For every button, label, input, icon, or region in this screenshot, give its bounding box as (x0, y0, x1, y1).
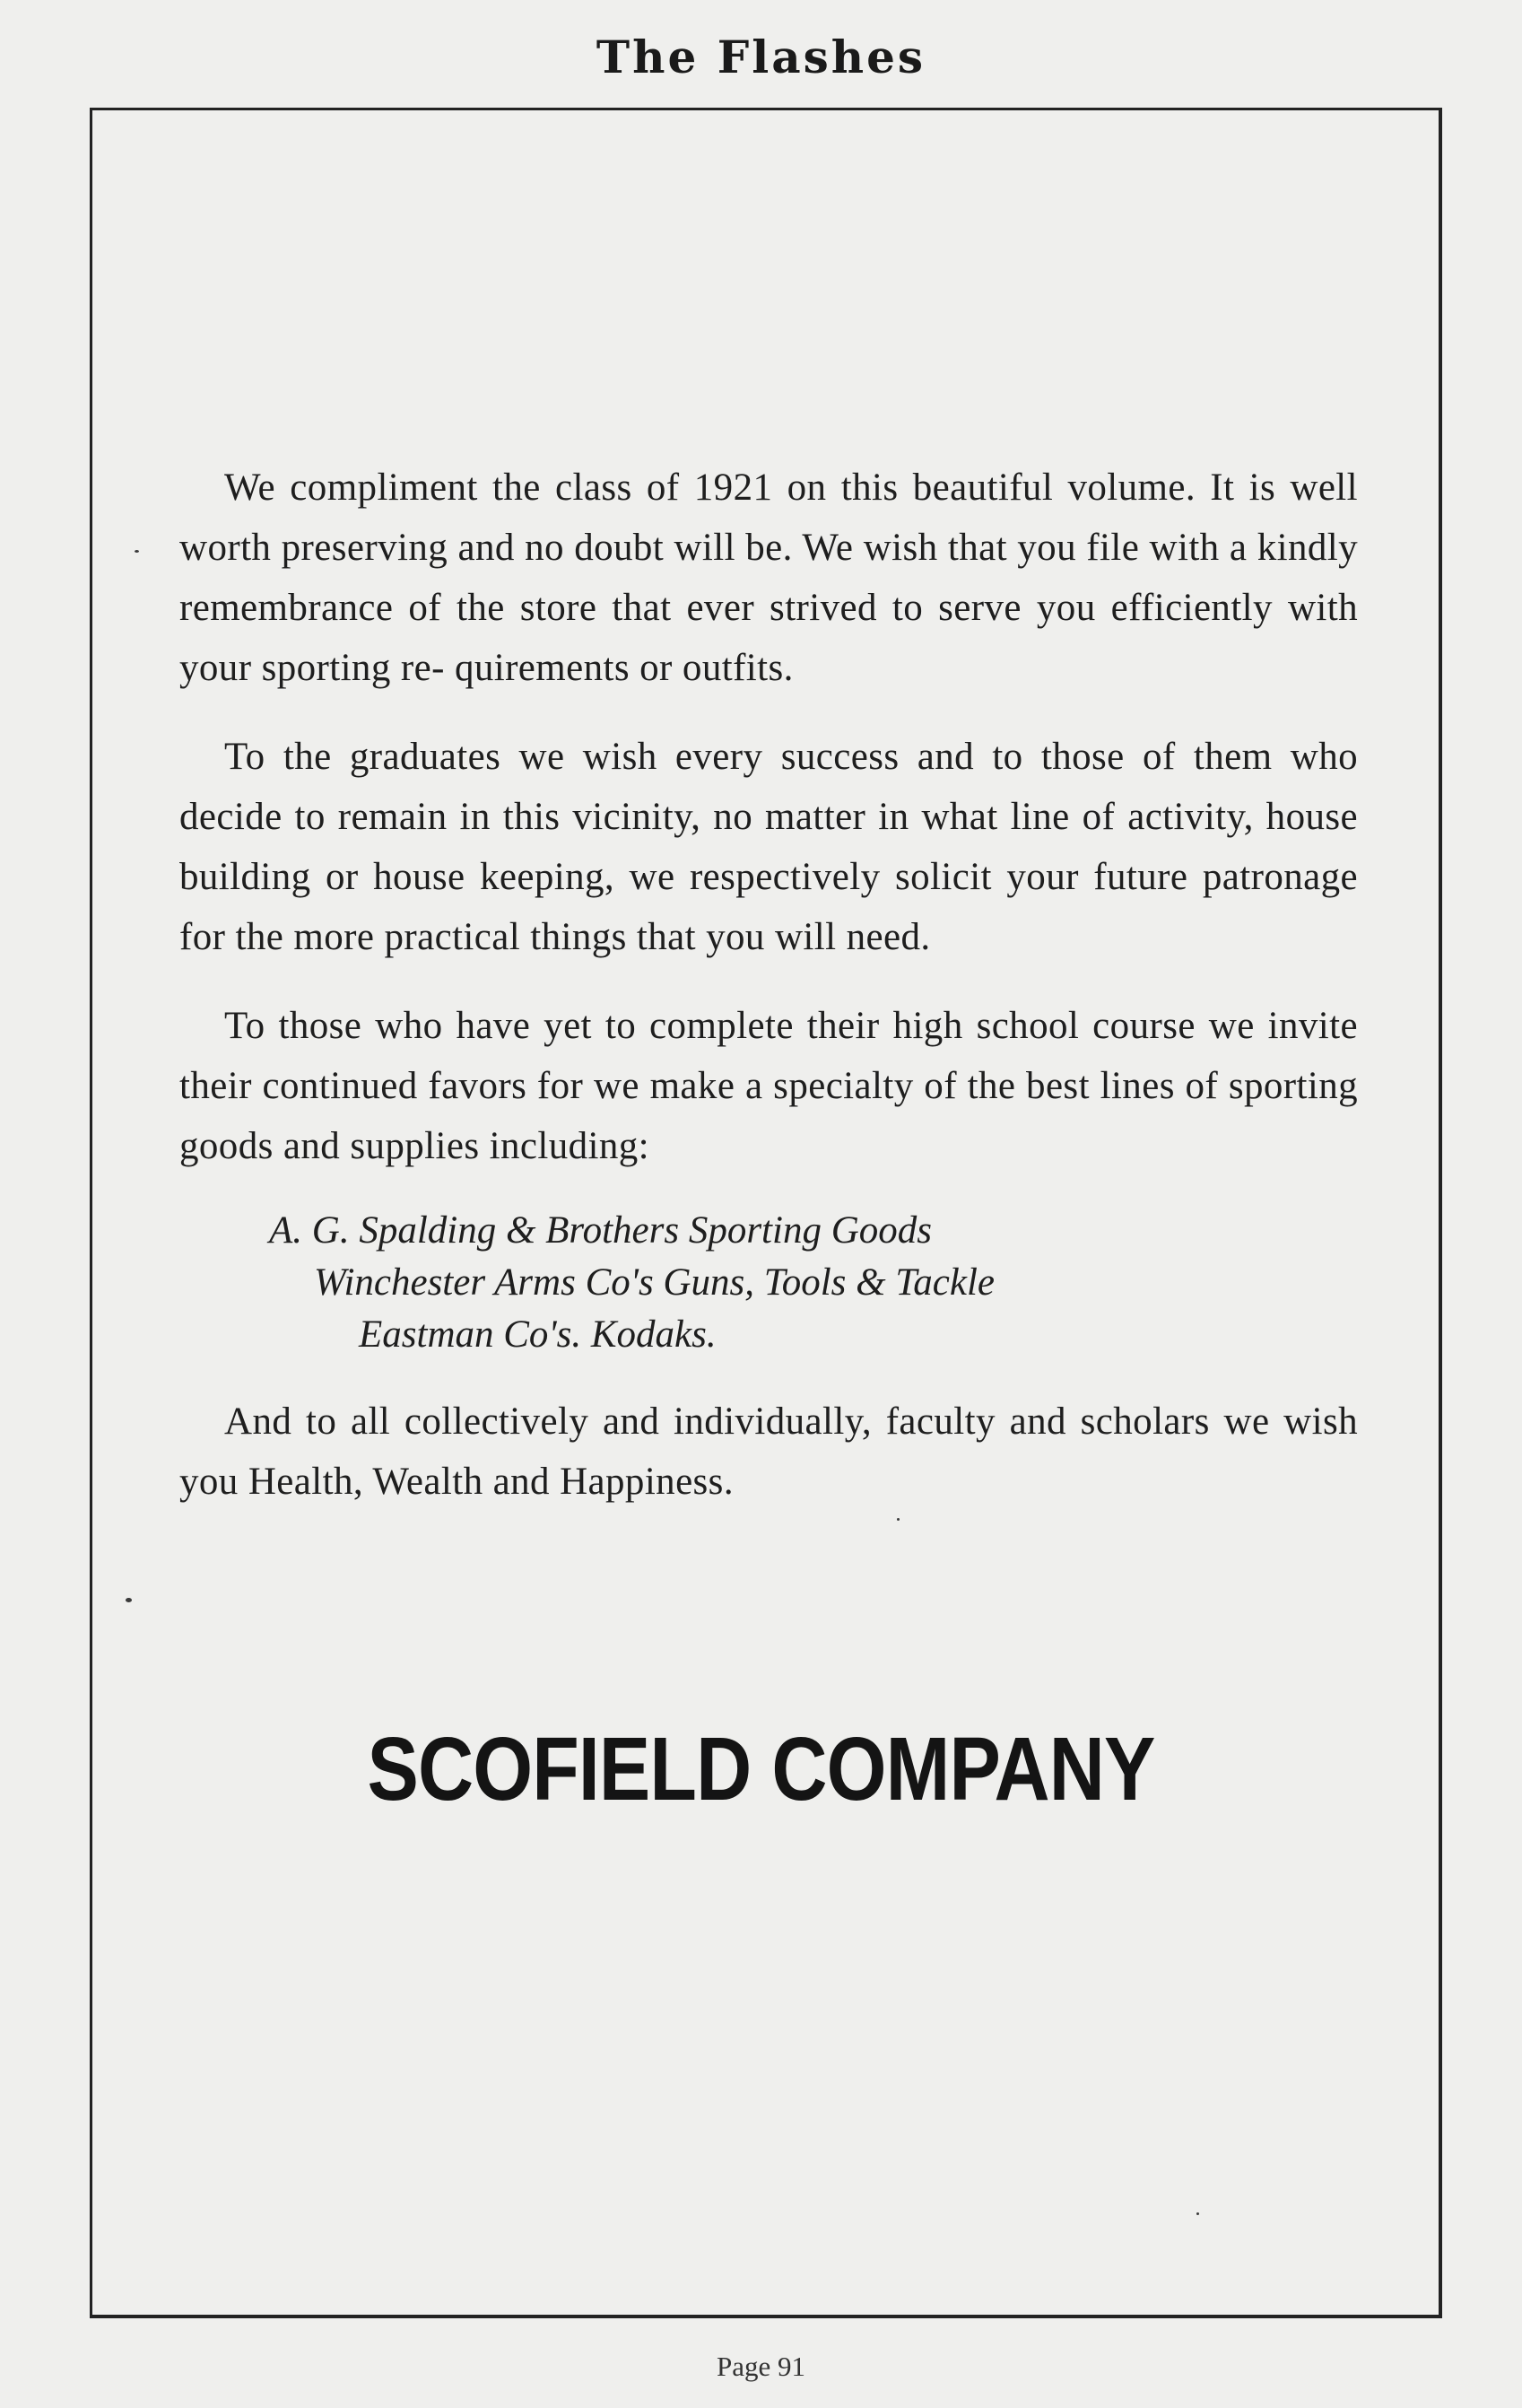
running-head-title: The Flashes (596, 31, 926, 83)
ink-speck (897, 1518, 900, 1521)
paragraph-closing: And to all collectively and individually, faculty and scholars we wish you Health, Wealth and Happiness. (179, 1400, 1358, 1503)
paragraph-invitation: To those who have yet to complete their high school course we invite their continued favors for we make a specialty of the best lines of sporting goods and supplies including: (179, 1005, 1358, 1167)
company-name-signature: SCOFIELD COMPANY (367, 1719, 1155, 1819)
paragraph-graduates: To the graduates we wish every success and to those of them who decide to remain in this vicinity, no matter in what line of activity, house building or house keeping, we respectively solicit your future patronage for the more practical things that you will need. (179, 736, 1358, 958)
product-line-eastman: Eastman Co's. Kodaks. (359, 1313, 717, 1356)
product-line-winchester: Winchester Arms Co's Guns, Tools & Tackle (314, 1261, 995, 1304)
ink-speck (135, 550, 139, 553)
ink-speck (126, 1598, 132, 1602)
advertisement-body (179, 458, 1358, 1540)
product-lines-list (179, 1205, 1358, 1361)
paragraph-compliment: We compliment the class of 1921 on this beautiful volume. It is well worth preserving and no doubt will be. We wish that you file with a kindly remembrance of the store that ever strived to serve you efficiently with your sporting re- quirements or outfits. (179, 467, 1358, 689)
ink-speck (1196, 2212, 1199, 2215)
page-number: Page 91 (716, 2351, 805, 2382)
product-line-spalding: A. G. Spalding & Brothers Sporting Goods (269, 1209, 932, 1252)
